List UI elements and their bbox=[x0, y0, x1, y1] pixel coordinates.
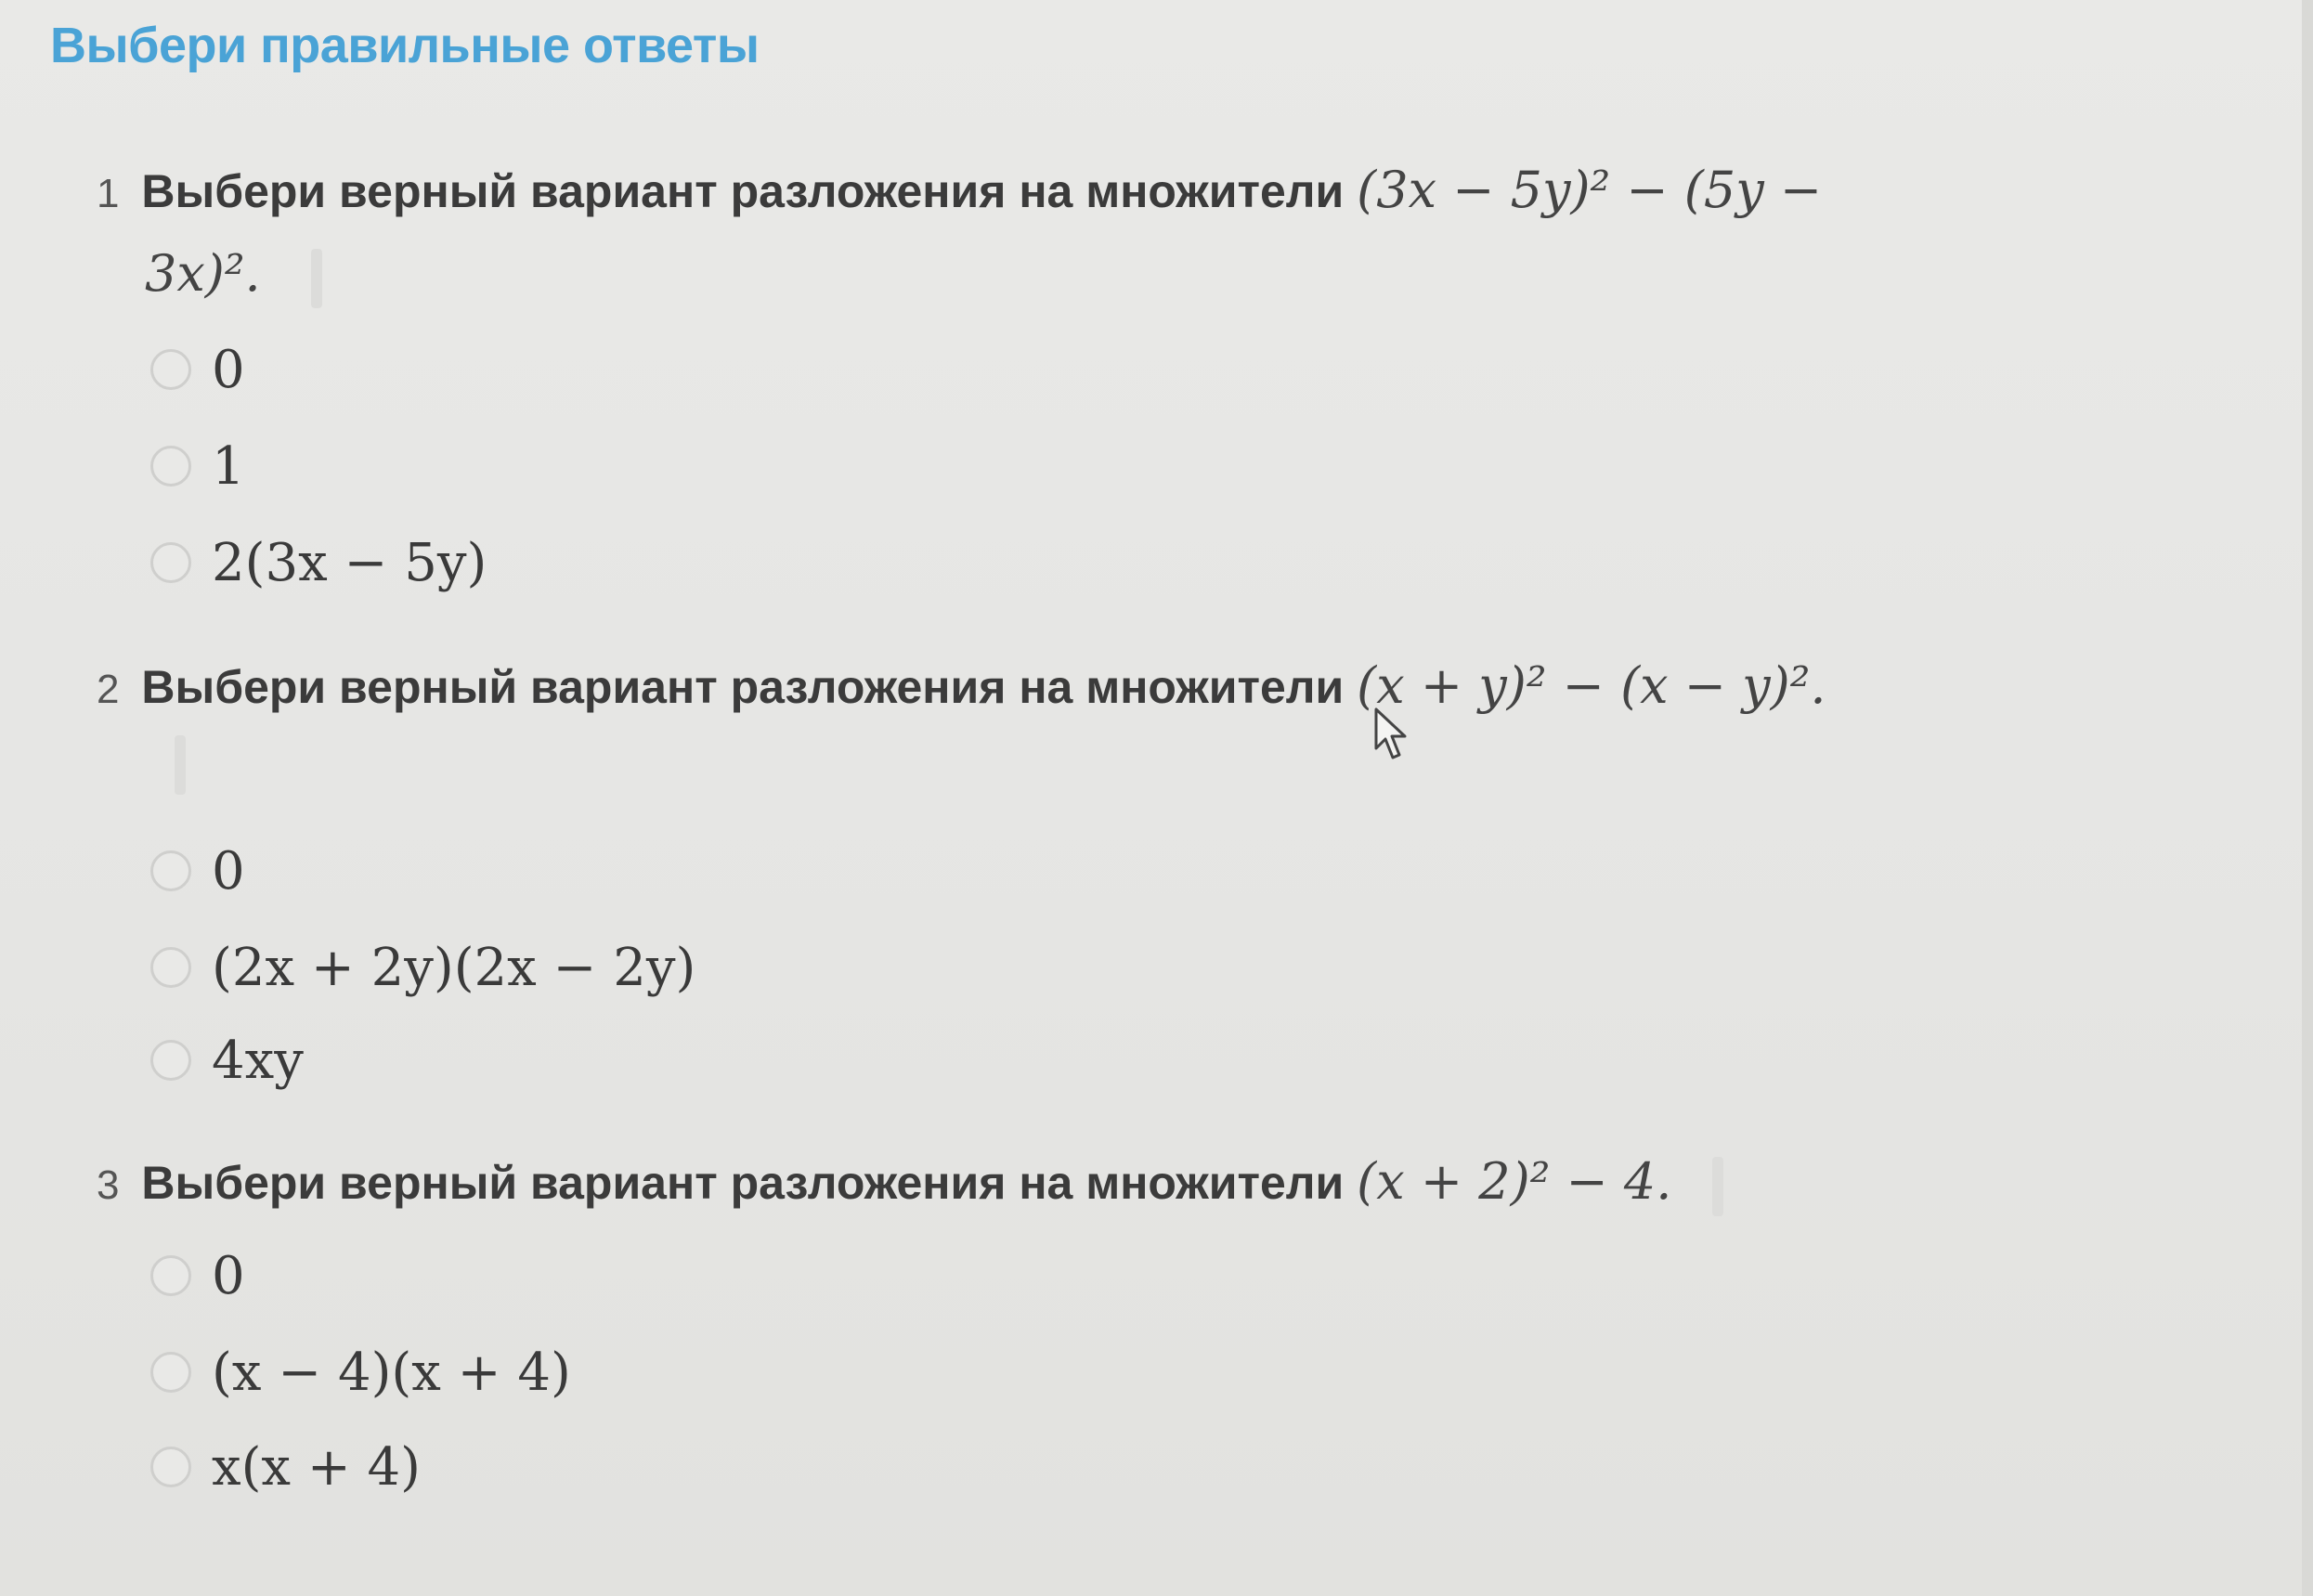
radio-empty-icon[interactable] bbox=[150, 349, 191, 390]
q1-option-3[interactable] bbox=[150, 526, 487, 600]
question-1 bbox=[97, 149, 1822, 236]
question-1-continued bbox=[145, 232, 322, 317]
text-caret-icon bbox=[175, 735, 186, 795]
option-label: 2(3x − 5y) bbox=[212, 532, 487, 593]
radio-empty-icon[interactable] bbox=[150, 947, 191, 988]
option-label: 0 bbox=[212, 840, 245, 902]
radio-empty-icon[interactable] bbox=[150, 1447, 191, 1487]
radio-empty-icon[interactable] bbox=[150, 542, 191, 583]
q2-option-3[interactable] bbox=[150, 1023, 304, 1097]
question-expression: (x + 2)² − 4. bbox=[1357, 1152, 1672, 1211]
option-label: 4xy bbox=[212, 1030, 304, 1091]
question-3 bbox=[97, 1140, 1723, 1227]
question-number: 1 bbox=[97, 171, 120, 216]
radio-empty-icon[interactable] bbox=[150, 1040, 191, 1081]
radio-empty-icon[interactable] bbox=[150, 850, 191, 891]
option-label: 0 bbox=[212, 1245, 245, 1306]
text-caret-icon bbox=[1712, 1157, 1723, 1216]
q2-option-1[interactable] bbox=[150, 834, 245, 908]
radio-empty-icon[interactable] bbox=[150, 1352, 191, 1393]
q3-option-1[interactable] bbox=[150, 1239, 245, 1313]
question-number: 2 bbox=[97, 667, 120, 712]
q3-option-3[interactable] bbox=[150, 1430, 421, 1504]
option-label: 1 bbox=[212, 435, 245, 497]
radio-empty-icon[interactable] bbox=[150, 446, 191, 487]
question-number: 3 bbox=[97, 1162, 120, 1208]
question-text: Выбери верный вариант разложения на множители bbox=[141, 661, 1345, 713]
text-caret-icon bbox=[311, 249, 322, 308]
option-label: (2x + 2y)(2x − 2y) bbox=[212, 937, 696, 998]
q2-option-2[interactable] bbox=[150, 930, 695, 1005]
question-text: Выбери верный вариант разложения на множители bbox=[141, 165, 1345, 217]
mouse-pointer-icon bbox=[1372, 707, 1410, 763]
option-label: (x − 4)(x + 4) bbox=[212, 1342, 571, 1403]
option-label: 0 bbox=[212, 339, 245, 400]
option-label: x(x + 4) bbox=[212, 1436, 422, 1498]
question-expression: (x + y)² − (x − y)². bbox=[1357, 656, 1826, 715]
q1-option-1[interactable] bbox=[150, 332, 245, 407]
question-expression: (3x − 5y)² − (5y − bbox=[1357, 161, 1823, 219]
page-title: Выбери правильные ответы bbox=[50, 18, 760, 73]
screen-edge bbox=[2302, 0, 2313, 1596]
q1-option-2[interactable] bbox=[150, 429, 245, 503]
radio-empty-icon[interactable] bbox=[150, 1255, 191, 1296]
question-expression-continued: 3x)². bbox=[145, 244, 261, 303]
question-text: Выбери верный вариант разложения на множители bbox=[141, 1157, 1345, 1209]
question-2 bbox=[97, 644, 1826, 732]
q3-option-2[interactable] bbox=[150, 1335, 571, 1409]
